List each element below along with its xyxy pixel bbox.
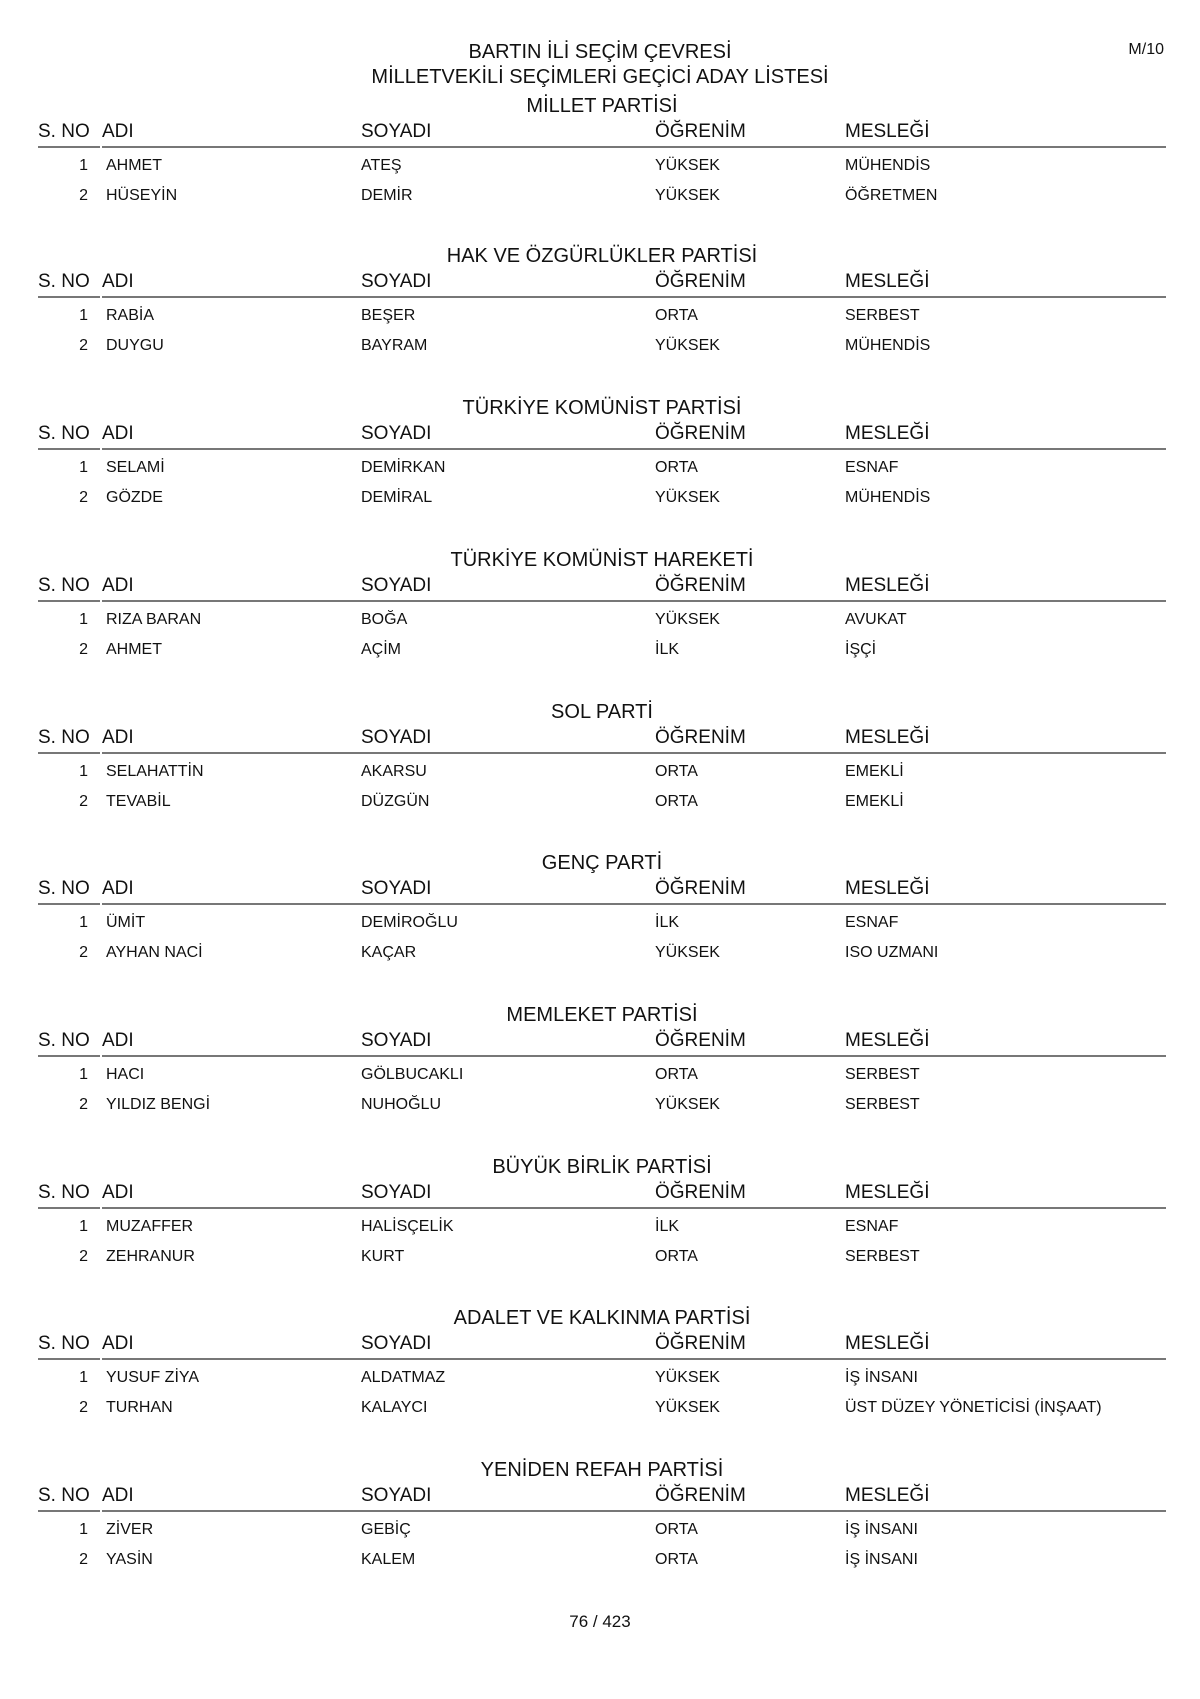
- column-header-meslegi: MESLEĞİ: [840, 1333, 1166, 1360]
- page-code: M/10: [1128, 41, 1164, 58]
- column-header-ogrenim: ÖĞRENİM: [649, 121, 841, 148]
- column-header-adi: ADI: [102, 1182, 391, 1209]
- candidate-number: 2: [79, 337, 88, 354]
- party-title: GENÇ PARTİ: [541, 852, 663, 874]
- candidate-last-name: ALDATMAZ: [361, 1369, 446, 1386]
- candidate-occupation: MÜHENDİS: [845, 337, 931, 354]
- candidate-number: 2: [79, 944, 88, 961]
- candidate-last-name: KURT: [361, 1248, 405, 1265]
- candidate-education: YÜKSEK: [655, 187, 720, 204]
- column-header-sno: S. NO: [38, 575, 100, 602]
- candidate-occupation: EMEKLİ: [845, 793, 904, 810]
- column-header-meslegi: MESLEĞİ: [840, 727, 1166, 754]
- column-header-meslegi: MESLEĞİ: [840, 271, 1166, 298]
- column-header-row: [38, 727, 1166, 753]
- candidate-occupation: MÜHENDİS: [845, 157, 931, 174]
- column-header-meslegi: MESLEĞİ: [840, 121, 1166, 148]
- candidate-number: 1: [79, 1066, 88, 1083]
- candidate-first-name: TURHAN: [106, 1399, 173, 1416]
- candidate-first-name: HÜSEYİN: [106, 187, 178, 204]
- column-header-soyadi: SOYADI: [356, 1485, 649, 1512]
- column-header-ogrenim: ÖĞRENİM: [649, 271, 841, 298]
- candidate-row: [38, 757, 1166, 787]
- candidate-occupation: İŞ İNSANI: [845, 1551, 918, 1568]
- candidate-row: [38, 1242, 1166, 1272]
- column-header-adi: ADI: [102, 1485, 391, 1512]
- candidate-education: YÜKSEK: [655, 1369, 720, 1386]
- candidate-occupation: İŞ İNSANI: [845, 1521, 918, 1538]
- column-header-soyadi: SOYADI: [356, 121, 649, 148]
- column-header-adi: ADI: [102, 1333, 391, 1360]
- column-header-soyadi: SOYADI: [356, 423, 649, 450]
- candidate-occupation: MÜHENDİS: [845, 489, 931, 506]
- candidate-row: [38, 1212, 1166, 1242]
- candidate-list: [38, 301, 1166, 361]
- candidate-row: [38, 1363, 1166, 1393]
- party-title: TÜRKİYE KOMÜNİST HAREKETİ: [450, 549, 754, 571]
- candidate-number: 1: [79, 307, 88, 324]
- candidate-row: [38, 1545, 1166, 1575]
- column-header-ogrenim: ÖĞRENİM: [649, 878, 841, 905]
- candidate-first-name: TEVABİL: [106, 793, 171, 810]
- candidate-education: YÜKSEK: [655, 944, 720, 961]
- candidate-education: ORTA: [655, 1551, 698, 1568]
- candidate-list: [38, 605, 1166, 665]
- column-header-sno: S. NO: [38, 271, 100, 298]
- candidate-row: [38, 453, 1166, 483]
- candidate-number: 1: [79, 914, 88, 931]
- candidate-last-name: HALİSÇELİK: [361, 1218, 454, 1235]
- party-title: TÜRKİYE KOMÜNİST PARTİSİ: [462, 397, 742, 419]
- candidate-first-name: SELAMİ: [106, 459, 165, 476]
- candidate-first-name: AHMET: [106, 641, 162, 658]
- column-header-row: [38, 1485, 1166, 1511]
- column-header-sno: S. NO: [38, 1182, 100, 1209]
- candidate-row: [38, 331, 1166, 361]
- candidate-education: ORTA: [655, 1248, 698, 1265]
- candidate-last-name: KALEM: [361, 1551, 416, 1568]
- column-header-ogrenim: ÖĞRENİM: [649, 1333, 841, 1360]
- column-header-adi: ADI: [102, 121, 391, 148]
- candidate-occupation: ESNAF: [845, 914, 899, 931]
- party-title: YENİDEN REFAH PARTİSİ: [480, 1459, 724, 1481]
- candidate-education: İLK: [655, 641, 680, 658]
- column-header-soyadi: SOYADI: [356, 271, 649, 298]
- candidate-last-name: DEMİRKAN: [361, 459, 446, 476]
- candidate-number: 2: [79, 1551, 88, 1568]
- candidate-row: [38, 1393, 1166, 1423]
- candidate-last-name: DÜZGÜN: [361, 793, 430, 810]
- candidate-education: ORTA: [655, 793, 698, 810]
- column-header-row: [38, 1182, 1166, 1208]
- column-header-row: [38, 575, 1166, 601]
- candidate-number: 1: [79, 1218, 88, 1235]
- column-header-adi: ADI: [102, 575, 391, 602]
- candidate-education: YÜKSEK: [655, 489, 720, 506]
- candidate-number: 2: [79, 793, 88, 810]
- candidate-row: [38, 483, 1166, 513]
- candidate-occupation: İŞÇİ: [845, 641, 877, 658]
- column-header-adi: ADI: [102, 727, 391, 754]
- candidate-occupation: ISO UZMANI: [845, 944, 939, 961]
- page-number: 76 / 423: [569, 1612, 631, 1631]
- column-header-ogrenim: ÖĞRENİM: [649, 1182, 841, 1209]
- column-header-sno: S. NO: [38, 1030, 100, 1057]
- column-header-soyadi: SOYADI: [356, 878, 649, 905]
- candidate-first-name: DUYGU: [106, 337, 164, 354]
- candidate-education: İLK: [655, 1218, 680, 1235]
- column-header-meslegi: MESLEĞİ: [840, 1182, 1166, 1209]
- candidate-row: [38, 1515, 1166, 1545]
- candidate-row: [38, 787, 1166, 817]
- candidate-row: [38, 1060, 1166, 1090]
- candidate-first-name: ZEHRANUR: [106, 1248, 195, 1265]
- column-header-ogrenim: ÖĞRENİM: [649, 575, 841, 602]
- candidate-occupation: İŞ İNSANI: [845, 1369, 918, 1386]
- candidate-number: 1: [79, 1369, 88, 1386]
- candidate-first-name: MUZAFFER: [106, 1218, 194, 1235]
- column-header-meslegi: MESLEĞİ: [840, 1485, 1166, 1512]
- candidate-first-name: RIZA BARAN: [106, 611, 202, 628]
- candidate-list: [38, 908, 1166, 968]
- candidate-number: 1: [79, 1521, 88, 1538]
- candidate-last-name: BAYRAM: [361, 337, 428, 354]
- candidate-number: 2: [79, 1399, 88, 1416]
- candidate-last-name: GÖLBUCAKLI: [361, 1066, 464, 1083]
- column-header-meslegi: MESLEĞİ: [840, 575, 1166, 602]
- candidate-last-name: DEMİRAL: [361, 489, 433, 506]
- candidate-last-name: AÇİM: [361, 641, 401, 658]
- column-header-soyadi: SOYADI: [356, 1333, 649, 1360]
- candidate-first-name: RABİA: [106, 307, 155, 324]
- candidate-last-name: NUHOĞLU: [361, 1096, 442, 1113]
- party-title: BÜYÜK BİRLİK PARTİSİ: [492, 1156, 712, 1178]
- candidate-education: YÜKSEK: [655, 1399, 720, 1416]
- candidate-number: 1: [79, 459, 88, 476]
- candidate-education: ORTA: [655, 459, 698, 476]
- candidate-number: 2: [79, 641, 88, 658]
- candidate-row: [38, 301, 1166, 331]
- candidate-last-name: GEBİÇ: [361, 1521, 411, 1538]
- candidate-education: İLK: [655, 914, 680, 931]
- candidate-occupation: ESNAF: [845, 1218, 899, 1235]
- column-header-soyadi: SOYADI: [356, 1030, 649, 1057]
- candidate-education: YÜKSEK: [655, 611, 720, 628]
- candidate-education: ORTA: [655, 307, 698, 324]
- column-header-soyadi: SOYADI: [356, 575, 649, 602]
- candidate-last-name: DEMİROĞLU: [361, 914, 458, 931]
- column-header-meslegi: MESLEĞİ: [840, 1030, 1166, 1057]
- candidate-list: [38, 1515, 1166, 1575]
- column-header-row: [38, 121, 1166, 147]
- candidate-education: ORTA: [655, 763, 698, 780]
- column-header-soyadi: SOYADI: [356, 727, 649, 754]
- candidate-number: 1: [79, 611, 88, 628]
- candidate-last-name: KALAYCI: [361, 1399, 428, 1416]
- column-header-sno: S. NO: [38, 878, 100, 905]
- column-header-row: [38, 423, 1166, 449]
- column-header-row: [38, 1030, 1166, 1056]
- candidate-list: [38, 1363, 1166, 1423]
- party-title: SOL PARTİ: [551, 701, 653, 723]
- candidate-row: [38, 151, 1166, 181]
- column-header-sno: S. NO: [38, 1333, 100, 1360]
- candidate-first-name: ZİVER: [106, 1521, 154, 1538]
- column-header-sno: S. NO: [38, 121, 100, 148]
- candidate-list: [38, 1212, 1166, 1272]
- candidate-number: 1: [79, 763, 88, 780]
- column-header-ogrenim: ÖĞRENİM: [649, 1485, 841, 1512]
- candidate-occupation: ÖĞRETMEN: [845, 187, 938, 204]
- candidate-education: YÜKSEK: [655, 157, 720, 174]
- candidate-number: 2: [79, 1248, 88, 1265]
- candidate-list: [38, 757, 1166, 817]
- candidate-first-name: ÜMİT: [106, 914, 146, 931]
- column-header-adi: ADI: [102, 878, 391, 905]
- document-header: [0, 40, 1200, 90]
- candidate-first-name: YUSUF ZİYA: [106, 1369, 200, 1386]
- column-header-adi: ADI: [102, 423, 391, 450]
- column-header-meslegi: MESLEĞİ: [840, 878, 1166, 905]
- column-header-adi: ADI: [102, 271, 391, 298]
- party-title: MEMLEKET PARTİSİ: [506, 1004, 698, 1026]
- candidate-last-name: DEMİR: [361, 187, 413, 204]
- candidate-row: [38, 938, 1166, 968]
- candidate-occupation: SERBEST: [845, 1248, 920, 1265]
- candidate-number: 2: [79, 489, 88, 506]
- candidate-first-name: GÖZDE: [106, 489, 163, 506]
- column-header-adi: ADI: [102, 1030, 391, 1057]
- candidate-education: ORTA: [655, 1521, 698, 1538]
- candidate-row: [38, 605, 1166, 635]
- candidate-occupation: ESNAF: [845, 459, 899, 476]
- party-title: HAK VE ÖZGÜRLÜKLER PARTİSİ: [446, 245, 758, 267]
- candidate-list: [38, 151, 1166, 211]
- candidate-last-name: KAÇAR: [361, 944, 417, 961]
- column-header-row: [38, 878, 1166, 904]
- candidate-education: YÜKSEK: [655, 337, 720, 354]
- candidate-number: 2: [79, 187, 88, 204]
- candidate-list: [38, 453, 1166, 513]
- column-header-meslegi: MESLEĞİ: [840, 423, 1166, 450]
- candidate-last-name: BOĞA: [361, 611, 408, 628]
- column-header-sno: S. NO: [38, 1485, 100, 1512]
- column-header-row: [38, 271, 1166, 297]
- candidate-first-name: SELAHATTİN: [106, 763, 204, 780]
- candidate-first-name: YILDIZ BENGİ: [106, 1096, 211, 1113]
- party-title: ADALET VE KALKINMA PARTİSİ: [453, 1307, 751, 1329]
- candidate-occupation: SERBEST: [845, 1096, 920, 1113]
- candidate-number: 2: [79, 1096, 88, 1113]
- candidate-occupation: SERBEST: [845, 1066, 920, 1083]
- candidate-row: [38, 1090, 1166, 1120]
- candidate-education: YÜKSEK: [655, 1096, 720, 1113]
- header-line-1: BARTIN İLİ SEÇİM ÇEVRESİ: [468, 41, 732, 63]
- header-line-2: MİLLETVEKİLİ SEÇİMLERİ GEÇİCİ ADAY LİSTESİ: [371, 66, 829, 88]
- column-header-ogrenim: ÖĞRENİM: [649, 727, 841, 754]
- candidate-last-name: ATEŞ: [361, 157, 402, 174]
- candidate-first-name: YASİN: [106, 1551, 153, 1568]
- column-header-sno: S. NO: [38, 423, 100, 450]
- candidate-occupation: ÜST DÜZEY YÖNETİCİSİ (İNŞAAT): [845, 1399, 1102, 1416]
- column-header-ogrenim: ÖĞRENİM: [649, 423, 841, 450]
- candidate-last-name: BEŞER: [361, 307, 416, 324]
- candidate-first-name: AHMET: [106, 157, 162, 174]
- column-header-row: [38, 1333, 1166, 1359]
- party-title: MİLLET PARTİSİ: [526, 95, 678, 117]
- column-header-soyadi: SOYADI: [356, 1182, 649, 1209]
- candidate-row: [38, 635, 1166, 665]
- candidate-number: 1: [79, 157, 88, 174]
- candidate-first-name: AYHAN NACİ: [106, 944, 203, 961]
- candidate-first-name: HACI: [106, 1066, 145, 1083]
- candidate-education: ORTA: [655, 1066, 698, 1083]
- candidate-row: [38, 181, 1166, 211]
- column-header-sno: S. NO: [38, 727, 100, 754]
- candidate-occupation: EMEKLİ: [845, 763, 904, 780]
- candidate-last-name: AKARSU: [361, 763, 427, 780]
- candidate-occupation: AVUKAT: [845, 611, 907, 628]
- candidate-occupation: SERBEST: [845, 307, 920, 324]
- column-header-ogrenim: ÖĞRENİM: [649, 1030, 841, 1057]
- candidate-row: [38, 908, 1166, 938]
- candidate-list: [38, 1060, 1166, 1120]
